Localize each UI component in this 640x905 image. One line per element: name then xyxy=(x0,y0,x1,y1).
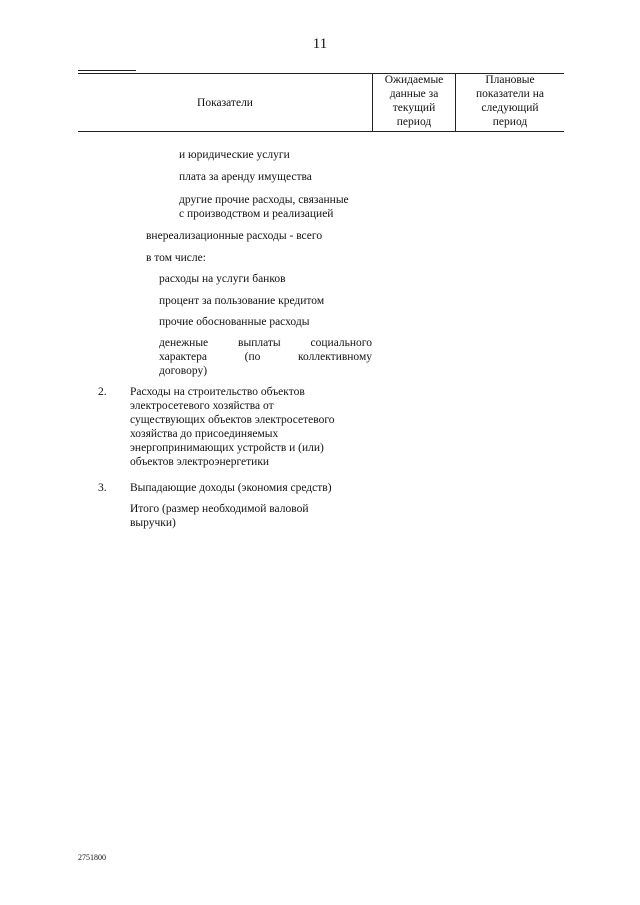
page-number: 11 xyxy=(312,36,328,52)
row-legal-services: и юридические услуги xyxy=(179,149,290,161)
row-other-expenses: другие прочие расходы, связанные с производством и реализацией xyxy=(179,194,349,220)
item-3-number: 3. xyxy=(98,482,107,494)
row-loan-interest: процент за пользование кредитом xyxy=(159,295,325,307)
row-total: Итого (размер необходимой валовой выручки) xyxy=(130,503,309,529)
row-other-justified: прочие обоснованные расходы xyxy=(159,316,310,328)
row-including: в том числе: xyxy=(146,252,206,264)
footer-document-code: 2751800 xyxy=(78,853,106,862)
item-2-number: 2. xyxy=(98,386,107,398)
header-top-rule-left xyxy=(78,70,136,71)
row-property-rent: плата за аренду имущества xyxy=(179,171,312,183)
header-indicators: Показатели xyxy=(197,97,253,109)
header-expected: Ожидаемые данные за текущий период xyxy=(384,74,444,128)
row-bank-services: расходы на услуги банков xyxy=(159,273,286,285)
header-bottom-rule xyxy=(78,131,564,132)
row-social-payments: денежные выплаты социального характера (по коллективному договору) xyxy=(159,337,372,377)
item-3-text: Выпадающие доходы (экономия средств) xyxy=(130,482,332,494)
row-non-operating-total: внереализационные расходы - всего xyxy=(146,230,323,242)
header-planned: Плановые показатели на следующий период xyxy=(476,74,544,128)
item-2-text: Расходы на строительство объектов электросетевого хозяйства от существующих объектов электросетевого хозяйства до присоединяемых энергопринимающих устройств и (или) объектов электроэнергетики xyxy=(130,386,335,468)
